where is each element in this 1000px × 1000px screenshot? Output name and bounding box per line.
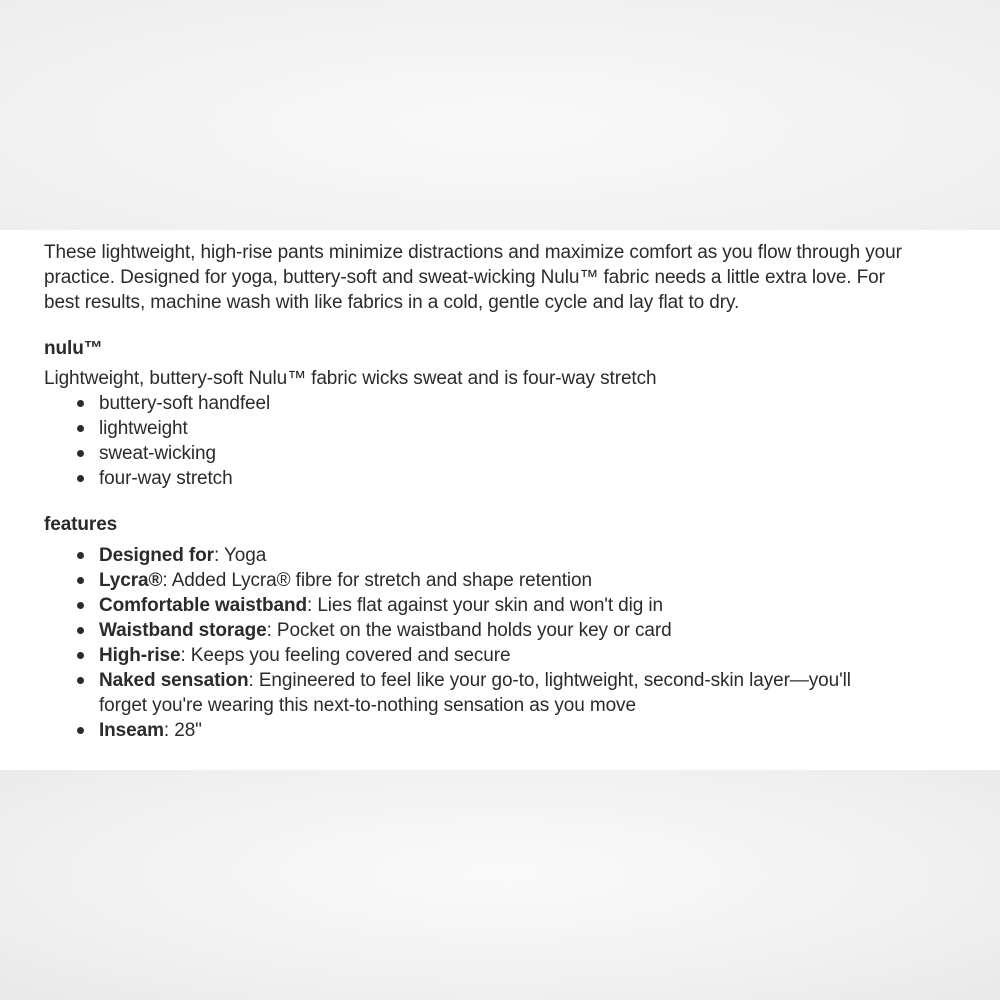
feature-text: : 28" bbox=[163, 720, 202, 741]
feature-text: : Yoga bbox=[213, 545, 267, 566]
list-item bbox=[99, 441, 956, 466]
feature-text: : Engineered to feel like your go-to, lightweight, second-skin layer—you'll forget you're wearing this next-to-nothing sensation as you move bbox=[99, 670, 851, 716]
bullet-icon bbox=[77, 400, 84, 407]
features-heading: features bbox=[44, 514, 118, 535]
feature-name: High-rise bbox=[99, 645, 181, 666]
fabric-item-text: sweat-wicking bbox=[99, 443, 216, 464]
bullet-icon bbox=[77, 727, 84, 734]
feature-name: Inseam bbox=[99, 720, 164, 741]
bullet-icon bbox=[77, 425, 84, 432]
feature-text: : Keeps you feeling covered and secure bbox=[180, 645, 511, 666]
feature-text: : Pocket on the waistband holds your key or card bbox=[266, 620, 672, 641]
list-item bbox=[99, 668, 899, 718]
list-item bbox=[99, 391, 956, 416]
product-intro-text: These lightweight, high-rise pants minimize distractions and maximize comfort as you flow through your practice. Designed for yoga, buttery-soft and sweat-wicking Nulu™ fabric needs a little extra love. For best results, machine wash with like fabrics in a cold, gentle cycle and lay flat to dry. bbox=[44, 242, 902, 313]
list-item bbox=[99, 568, 899, 593]
feature-name: Naked sensation bbox=[99, 670, 249, 691]
fabric-item-text: four-way stretch bbox=[99, 468, 233, 489]
list-item bbox=[99, 466, 956, 491]
feature-name: Lycra® bbox=[99, 570, 163, 591]
fabric-item-text: lightweight bbox=[99, 418, 188, 439]
bullet-icon bbox=[77, 577, 84, 584]
feature-name: Designed for bbox=[99, 545, 214, 566]
bullet-icon bbox=[77, 652, 84, 659]
bullet-icon bbox=[77, 552, 84, 559]
backdrop-top bbox=[0, 0, 1000, 230]
list-item bbox=[99, 416, 956, 441]
fabric-bullet-list bbox=[44, 391, 956, 491]
feature-text: : Added Lycra® fibre for stretch and shape retention bbox=[162, 570, 592, 591]
list-item bbox=[99, 593, 899, 618]
list-item bbox=[99, 543, 899, 568]
list-item bbox=[99, 618, 899, 643]
product-description-panel bbox=[0, 230, 1000, 770]
fabric-heading: nulu™ bbox=[44, 338, 103, 359]
feature-name: Waistband storage bbox=[99, 620, 267, 641]
bullet-icon bbox=[77, 627, 84, 634]
feature-name: Comfortable waistband bbox=[99, 595, 307, 616]
bullet-icon bbox=[77, 450, 84, 457]
feature-text: : Lies flat against your skin and won't dig in bbox=[306, 595, 663, 616]
list-item bbox=[99, 718, 899, 743]
backdrop-bottom bbox=[0, 770, 1000, 1000]
bullet-icon bbox=[77, 475, 84, 482]
bullet-icon bbox=[77, 602, 84, 609]
fabric-description: Lightweight, buttery-soft Nulu™ fabric wicks sweat and is four-way stretch bbox=[44, 368, 657, 389]
fabric-item-text: buttery-soft handfeel bbox=[99, 393, 271, 414]
features-bullet-list bbox=[44, 543, 899, 743]
list-item bbox=[99, 643, 899, 668]
bullet-icon bbox=[77, 677, 84, 684]
